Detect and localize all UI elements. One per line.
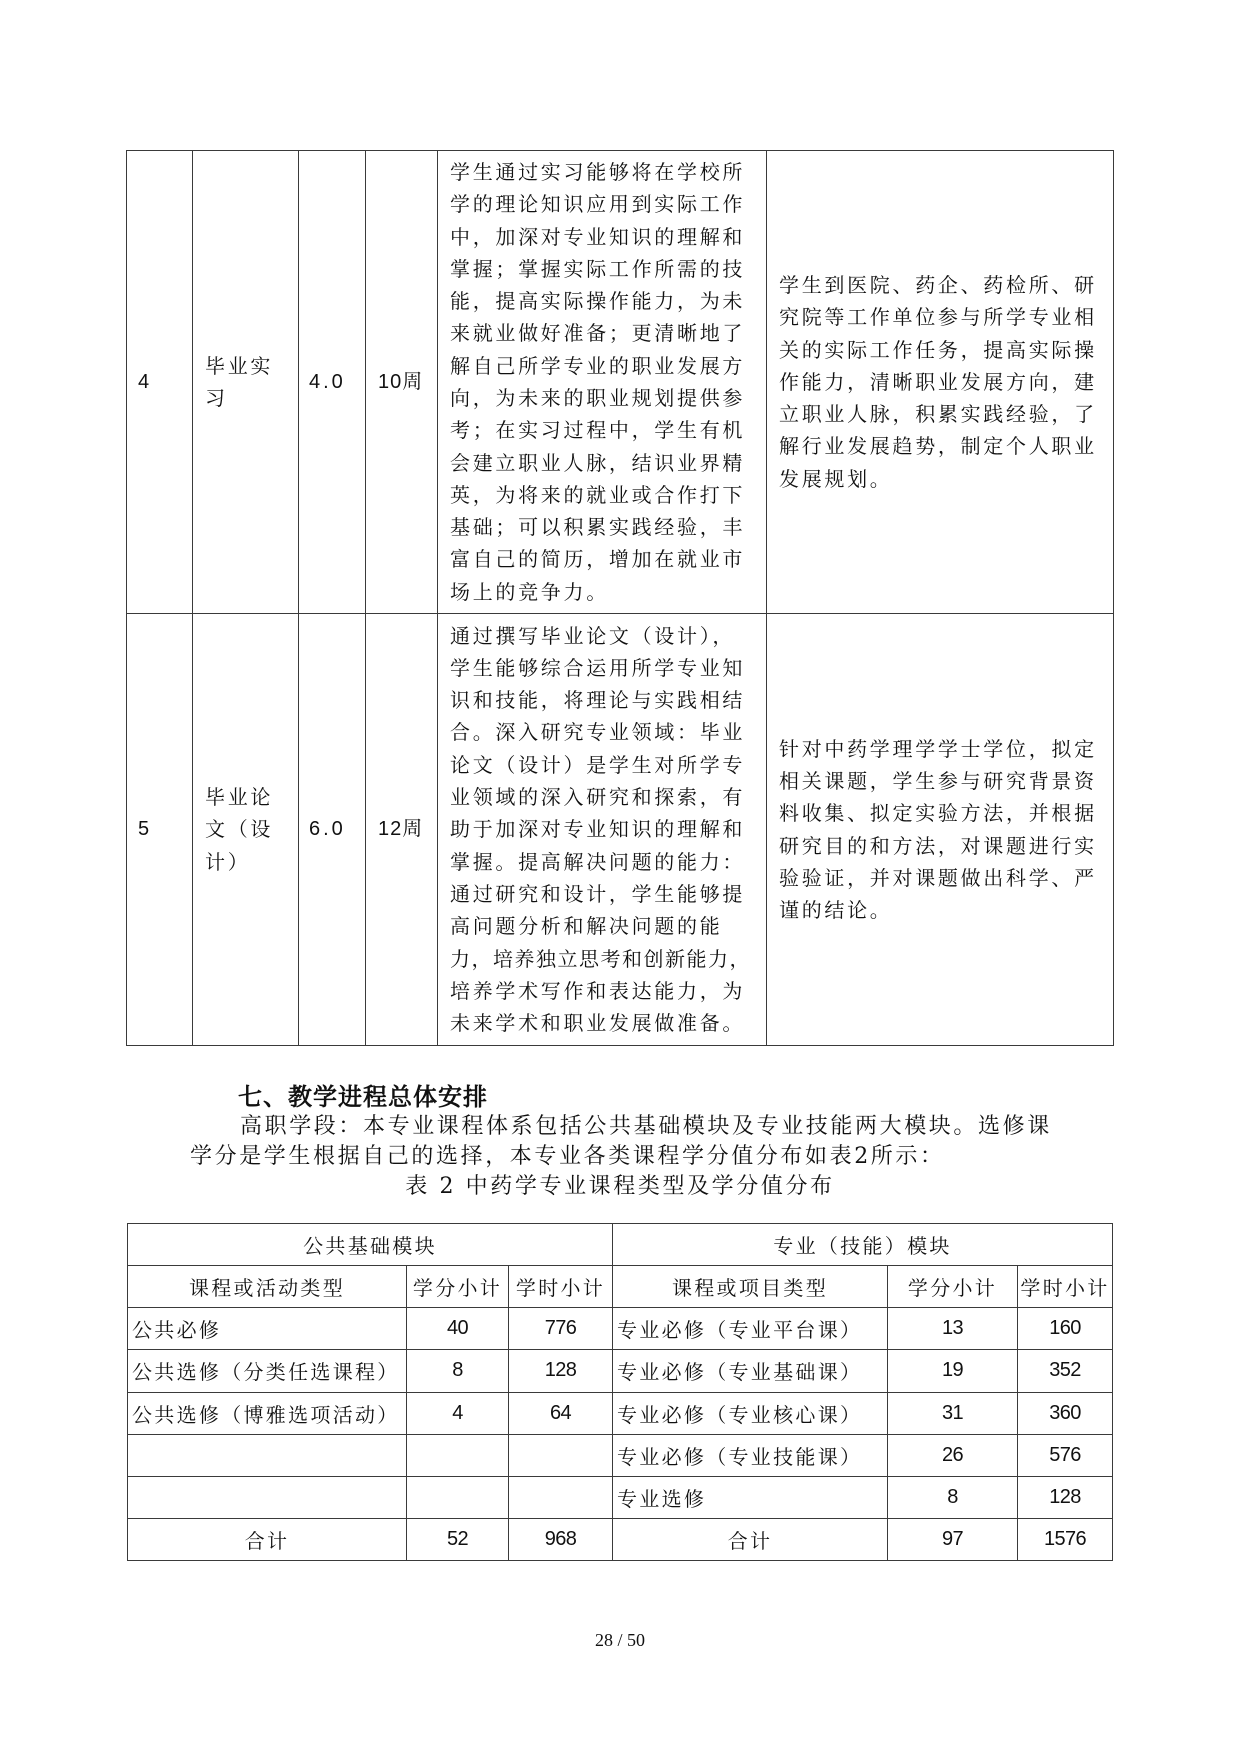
text-line: 会建立职业人脉，结识业界精 — [450, 450, 746, 475]
text-line: 谨的结论。 — [779, 898, 893, 923]
total-label: 合计 — [128, 1519, 407, 1561]
row-number: 5 — [138, 818, 150, 841]
total-credits: 97 — [888, 1519, 1018, 1561]
total-hours: 968 — [509, 1519, 613, 1561]
course-type-cell: 专业必修（专业基础课） — [613, 1350, 888, 1392]
course-name: 毕业实习 — [205, 353, 274, 410]
text-line: 验验证，并对课题做出科学、严 — [779, 865, 1097, 890]
text-line: 发展规划。 — [779, 466, 893, 491]
empty-cell — [407, 1477, 509, 1519]
text-line: 培养学术写作和表达能力，为 — [450, 978, 746, 1003]
text-line: 作能力，清晰职业发展方向，建 — [779, 369, 1097, 394]
credits-cell — [299, 614, 366, 1046]
text-line: 掌握。提高解决问题的能力： — [450, 849, 746, 874]
text-line: 中，加深对专业知识的理解和 — [450, 224, 746, 249]
text-line: 针对中药学理学学士学位，拟定 — [779, 736, 1097, 761]
text-line: 合。深入研究专业领域：毕业 — [450, 720, 746, 745]
public-module-title: 公共基础模块 — [128, 1224, 613, 1266]
text-line: 基础；可以积累实践经验，丰 — [450, 515, 746, 540]
empty-cell — [509, 1435, 613, 1477]
text-line: 英，为将来的就业或合作打下 — [450, 482, 746, 507]
course-credits: 6.0 — [309, 818, 346, 841]
text-line: 掌握；掌握实际工作所需的技 — [450, 256, 746, 281]
credits-subtotal-cell: 40 — [407, 1308, 509, 1350]
course-name-cell — [193, 614, 299, 1046]
hours-subtotal-cell: 360 — [1018, 1393, 1113, 1435]
credits-subtotal-cell: 13 — [888, 1308, 1018, 1350]
text-line: 学生通过实习能够将在学校所 — [450, 159, 746, 184]
professional-module-title: 专业（技能）模块 — [613, 1224, 1113, 1266]
text-line: 学的理论知识应用到实际工作 — [450, 192, 746, 217]
course-duration: 12周 — [378, 818, 424, 841]
text-line: 力，培养独立思考和创新能力， — [450, 946, 751, 971]
content-text — [779, 733, 1097, 927]
empty-cell — [128, 1477, 407, 1519]
course-name: 毕业论文（设计） — [205, 785, 274, 874]
column-header-type: 课程或项目类型 — [613, 1266, 888, 1308]
empty-cell — [509, 1477, 613, 1519]
column-header-credits: 学分小计 — [888, 1266, 1018, 1308]
total-hours: 1576 — [1018, 1519, 1113, 1561]
column-header-hours: 学时小计 — [509, 1266, 613, 1308]
content-cell — [767, 614, 1114, 1046]
page-number: 28 / 50 — [594, 1630, 645, 1650]
duration-cell — [366, 614, 438, 1046]
row-number-cell — [127, 151, 193, 614]
text-line: 富自己的简历，增加在就业市 — [450, 547, 746, 572]
course-duration: 10周 — [378, 370, 424, 393]
hours-subtotal-cell: 64 — [509, 1393, 613, 1435]
duration-cell — [366, 151, 438, 614]
text-line: 助于加深对专业知识的理解和 — [450, 817, 746, 842]
section-heading: 七、教学进程总体安排 — [238, 1083, 488, 1111]
text-line: 学生能够综合运用所学专业知 — [450, 655, 746, 680]
column-header-type: 课程或活动类型 — [128, 1266, 407, 1308]
section-paragraph — [190, 1112, 1052, 1172]
text-line: 通过撰写毕业论文（设计）， — [450, 623, 736, 648]
column-header-credits: 学分小计 — [407, 1266, 509, 1308]
hours-subtotal-cell: 352 — [1018, 1350, 1113, 1392]
row-number: 4 — [138, 370, 150, 393]
text-line: 向，为未来的职业规划提供参 — [450, 386, 746, 410]
practice-course-table — [126, 150, 1114, 1046]
hours-subtotal-cell: 128 — [1018, 1477, 1113, 1519]
content-cell — [767, 151, 1114, 614]
objectives-text — [450, 620, 751, 1040]
course-name-cell — [193, 151, 299, 614]
content-text — [779, 269, 1097, 495]
text-line: 立职业人脉，积累实践经验，了 — [779, 402, 1097, 427]
hours-subtotal-cell: 128 — [509, 1350, 613, 1392]
total-label: 合计 — [613, 1519, 888, 1561]
column-header-hours: 学时小计 — [1018, 1266, 1113, 1308]
text-line: 来就业做好准备；更清晰地了 — [450, 321, 746, 346]
credits-subtotal-cell: 4 — [407, 1393, 509, 1435]
hours-subtotal-cell: 776 — [509, 1308, 613, 1350]
text-line: 论文（设计）是学生对所学专 — [450, 752, 746, 777]
credits-subtotal-cell: 26 — [888, 1435, 1018, 1477]
hours-subtotal-cell: 160 — [1018, 1308, 1113, 1350]
text-line: 相关课题，学生参与研究背景资 — [779, 768, 1097, 793]
objectives-cell — [438, 151, 767, 614]
table-caption: 表 2 中药学专业课程类型及学分值分布 — [405, 1174, 835, 1199]
objectives-cell — [438, 614, 767, 1046]
text-line: 考；在实习过程中，学生有机 — [450, 418, 746, 443]
text-line: 高问题分析和解决问题的能 — [450, 914, 723, 939]
text-line: 学生到医院、药企、药检所、研 — [779, 272, 1097, 297]
text-line: 未来学术和职业发展做准备。 — [450, 1011, 746, 1036]
text-line: 能，提高实际操作能力，为未 — [450, 289, 746, 314]
row-number-cell — [127, 614, 193, 1046]
text-line: 业领域的深入研究和探索，有 — [450, 785, 746, 810]
total-credits: 52 — [407, 1519, 509, 1561]
course-type-cell: 专业必修（专业核心课） — [613, 1393, 888, 1435]
credits-cell — [299, 151, 366, 614]
empty-cell — [128, 1435, 407, 1477]
course-credits: 4.0 — [309, 370, 346, 393]
objectives-text — [450, 156, 745, 608]
course-type-cell: 公共选修（分类任选课程） — [128, 1350, 407, 1392]
text-line: 场上的竞争力。 — [450, 579, 609, 604]
course-type-cell: 专业必修（专业技能课） — [613, 1435, 888, 1477]
credits-subtotal-cell: 31 — [888, 1393, 1018, 1435]
course-type-cell: 专业选修 — [613, 1477, 888, 1519]
credits-subtotal-cell: 8 — [888, 1477, 1018, 1519]
text-line: 解自己所学专业的职业发展方 — [450, 353, 746, 378]
text-line: 关的实际工作任务，提高实际操 — [779, 337, 1097, 362]
text-line: 研究目的和方法，对课题进行实 — [779, 833, 1097, 858]
hours-subtotal-cell: 576 — [1018, 1435, 1113, 1477]
text-line: 通过研究和设计，学生能够提 — [450, 881, 746, 906]
course-type-cell: 专业必修（专业平台课） — [613, 1308, 888, 1350]
course-type-cell: 公共必修 — [128, 1308, 407, 1350]
credits-subtotal-cell: 8 — [407, 1350, 509, 1392]
paragraph-line: 学分是学生根据自己的选择，本专业各类课程学分值分布如表2所示： — [190, 1144, 945, 1169]
paragraph-line: 高职学段：本专业课程体系包括公共基础模块及专业技能两大模块。选修课 — [240, 1114, 1052, 1139]
empty-cell — [407, 1435, 509, 1477]
text-line: 解行业发展趋势，制定个人职业 — [779, 434, 1097, 459]
credits-subtotal-cell: 19 — [888, 1350, 1018, 1392]
text-line: 究院等工作单位参与所学专业相 — [779, 305, 1097, 330]
course-type-cell: 公共选修（博雅选项活动） — [128, 1393, 407, 1435]
text-line: 料收集、拟定实验方法，并根据 — [779, 801, 1097, 826]
text-line: 识和技能，将理论与实践相结 — [450, 688, 746, 713]
credit-distribution-table — [127, 1223, 1113, 1561]
